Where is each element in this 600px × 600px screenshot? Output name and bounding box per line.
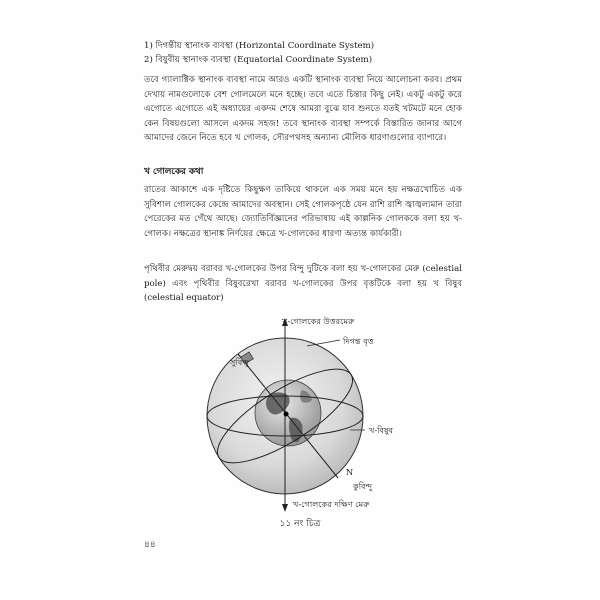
label-south-pole: খ-গোলকের দক্ষিণ মেরু [293,499,370,509]
observer-point [284,412,289,417]
label-nadir: কুবিন্দু [353,481,373,491]
list-item-horizontal-system: 1) দিগন্তীয় স্থানাংক ব্যবস্থা (Horizontal Coordinate System) [144,41,375,51]
figure-caption: ১১ নং চিত্র [279,519,321,529]
label-north-pole: খ-গোলকের উত্তরমেরু [282,316,355,326]
celestial-sphere-figure [190,318,420,514]
paragraph-celestial-sphere: রাতের আকাশে এক দৃষ্টিতে কিছুক্ষণ তাকিয়ে থাকলে এক সময় মনে হয় নক্ষত্রখোচিত এক সুবিশাল গোলকের কেন্দ্রে আমাদের অবস্থান। সেই গোলকপৃষ্ঠে যেন রাশি রাশি জ্বাজ্বল্যমান তারা পেরেকের মত গেঁথে আছে। জ্যোতির্বিজ্ঞানের পরিভাষায় এই কাল্পনিক গোলককে বলা হয় খ-গোলক। নক্ষত্রের স্থানাঙ্ক নির্ণয়ের ক্ষেত্রে খ-গোলকের ধারণা অত্যন্ত কার্যকারী। [144,185,462,239]
label-celestial-equator: খ-বিষুব [369,425,394,435]
list-item-equatorial-system: 2) বিষুবীয় স্থানাংক ব্যবস্থা (Equatorial Coordinate System) [144,55,373,65]
label-north-letter: N [346,467,354,477]
south-pole-arrow [282,504,288,512]
paragraph-intro: তবে গ্যালাক্টিক স্থানাংক ব্যবস্থা নামে আরও একটি স্থানাংক ব্যবস্থা নিয়ে আলোচনা করব। প্রথম দেখায় নামগুলোকে বেশ গোলমেলে মনে হচ্ছে। তবে এতে চিন্তার কিছু নেই। একটু একটু করে এগোতে এগোতে এই অধ্যায়ের একদম শেষে আমরা বুঝে যাব শুনতে যতই খটমটে মনে হোক কেন বিষয়গুলো আসলে একদম সহজ! তবে স্থানাংক ব্যবস্থা সম্পর্কে বিস্তারিত জানার আগে আমাদের জেনে নিতে হবে খ গোলক, সৌরপথসহ অন্যান্য মৌলিক ধারণাগুলোর ব্যাপারে। [144,75,462,143]
label-horizon: দিগন্ত বৃত্ত [343,336,374,346]
page-number: ৪৪ [144,540,156,550]
section-heading: খ গোলকের কথা [144,167,204,177]
paragraph-celestial-pole: পৃথিবীর মেরুদ্বয় বরাবর খ-গোলকের উপর বিন্দু দুটিকে বলা হয় খ-গোলকের মেরু (celestial pole) এবং পৃথিবীর বিষুবরেখা বরাবর খ-গোলকের উপর বৃত্তটিকে বলা হয় খ বিষুব (celestial equator) [144,264,462,303]
label-zenith: সুবিন্দু [230,357,249,367]
